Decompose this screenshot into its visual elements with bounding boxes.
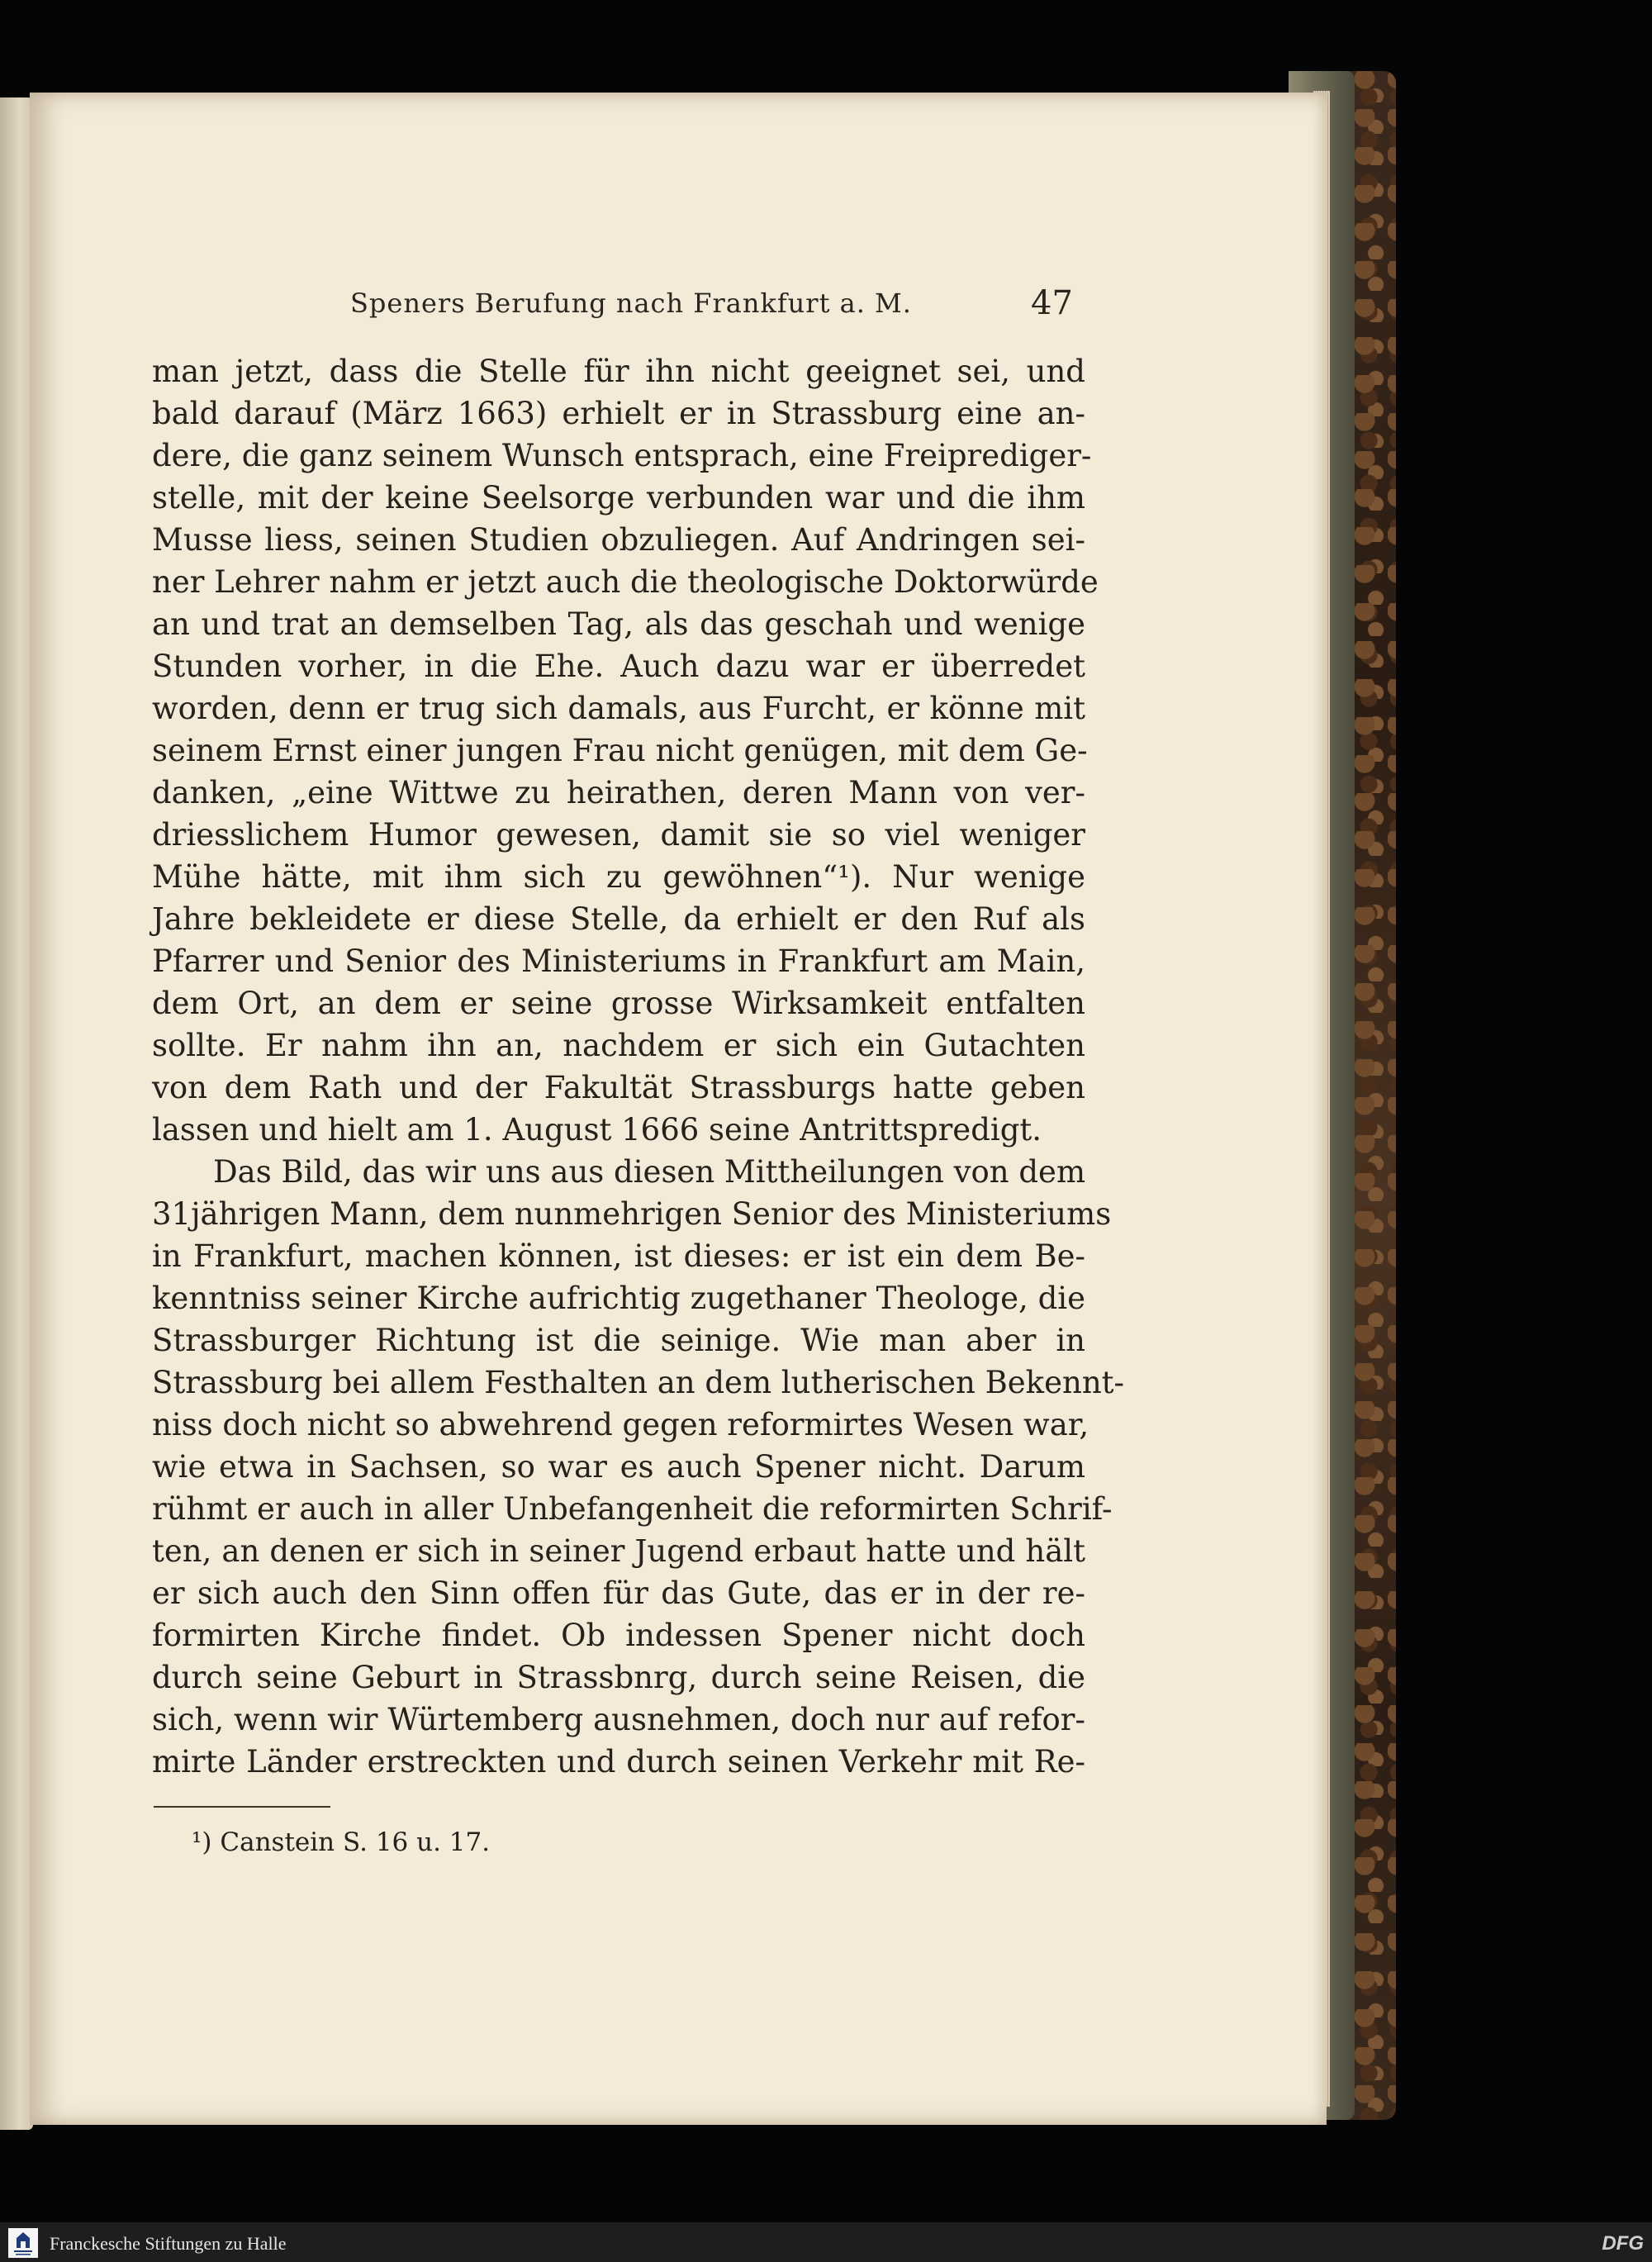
text-line: Strassburger Richtung ist die seinige. Wie man aber in bbox=[152, 1323, 1085, 1358]
text-line: durch seine Geburt in Strassbnrg, durch seine Reisen, die bbox=[152, 1660, 1085, 1695]
text-line: stelle, mit der keine Seelsorge verbunden war und die ihm bbox=[152, 480, 1085, 516]
text-line: ten, an denen er sich in seiner Jugend erbaut hatte und hält bbox=[152, 1533, 1085, 1569]
text-line: Musse liess, seinen Studien obzuliegen. Auf Andringen sei- bbox=[152, 522, 1085, 558]
text-line: formirten Kirche findet. Ob indessen Spener nicht doch bbox=[152, 1618, 1085, 1653]
left-page-edge bbox=[0, 97, 33, 2130]
text-line: Pfarrer und Senior des Ministeriums in Frankfurt am Main, bbox=[152, 943, 1085, 979]
text-line: driesslichem Humor gewesen, damit sie so viel weniger bbox=[152, 817, 1085, 853]
text-line: von dem Rath und der Fakultät Strassburgs hatte geben bbox=[152, 1070, 1085, 1105]
text-line: worden, denn er trug sich damals, aus Furcht, er könne mit bbox=[152, 691, 1085, 726]
page-number: 47 bbox=[1031, 284, 1073, 322]
running-title: Speners Berufung nach Frankfurt a. M. bbox=[350, 288, 912, 319]
text-line: seinem Ernst einer jungen Frau nicht genügen, mit dem Ge- bbox=[152, 733, 1088, 768]
text-line: bald darauf (März 1663) erhielt er in Strassburg eine an- bbox=[152, 396, 1085, 431]
dfg-label: DFG bbox=[1602, 2232, 1644, 2255]
text-line: niss doch nicht so abwehrend gegen reformirtes Wesen war, bbox=[152, 1407, 1089, 1442]
text-line: lassen und hielt am 1. August 1666 seine Antrittspredigt. bbox=[152, 1112, 1042, 1148]
footnote-rule bbox=[154, 1806, 330, 1808]
text-line: dem Ort, an dem er seine grosse Wirksamkeit entfalten bbox=[152, 986, 1085, 1021]
text-line: dere, die ganz seinem Wunsch entsprach, eine Freiprediger- bbox=[152, 438, 1092, 473]
text-line: man jetzt, dass die Stelle für ihn nicht geeignet sei, und bbox=[152, 354, 1085, 389]
text-line: ner Lehrer nahm er jetzt auch die theologische Doktorwürde bbox=[152, 564, 1099, 600]
text-line: sollte. Er nahm ihn an, nachdem er sich ein Gutachten bbox=[152, 1028, 1085, 1063]
text-line: in Frankfurt, machen können, ist dieses: er ist ein dem Be- bbox=[152, 1238, 1085, 1274]
institution-logo-icon bbox=[8, 2228, 38, 2258]
text-line: rühmt er auch in aller Unbefangenheit die reformirten Schrif- bbox=[152, 1491, 1113, 1527]
text-line: Jahre bekleidete er diese Stelle, da erhielt er den Ruf als bbox=[152, 901, 1085, 937]
institution-logo-graphic bbox=[8, 2228, 38, 2258]
text-line: er sich auch den Sinn offen für das Gute, das er in der re- bbox=[152, 1575, 1085, 1611]
institution-name: Franckesche Stiftungen zu Halle bbox=[50, 2233, 287, 2254]
text-line: Mühe hätte, mit ihm sich zu gewöhnen“¹). Nur wenige bbox=[152, 859, 1085, 895]
text-line: an und trat an demselben Tag, als das geschah und wenige bbox=[152, 606, 1085, 642]
text-line: Strassburg bei allem Festhalten an dem lutherischen Bekennt- bbox=[152, 1365, 1125, 1400]
text-line: wie etwa in Sachsen, so war es auch Spener nicht. Darum bbox=[152, 1449, 1085, 1485]
text-line: mirte Länder erstreckten und durch seinen Verkehr mit Re- bbox=[152, 1744, 1085, 1780]
footnote: ¹) Canstein S. 16 u. 17. bbox=[192, 1827, 491, 1857]
text-line: Das Bild, das wir uns aus diesen Mittheilungen von dem bbox=[213, 1154, 1086, 1190]
text-line: danken, „eine Wittwe zu heirathen, deren Mann von ver- bbox=[152, 775, 1085, 810]
text-line: Stunden vorher, in die Ehe. Auch dazu war er überredet bbox=[152, 649, 1085, 684]
text-line: sich, wenn wir Würtemberg ausnehmen, doch nur auf refor- bbox=[152, 1702, 1085, 1737]
text-line: 31jährigen Mann, dem nunmehrigen Senior des Ministeriums bbox=[152, 1196, 1112, 1232]
text-line: kenntniss seiner Kirche aufrichtig zugethaner Theologe, die bbox=[152, 1281, 1085, 1316]
